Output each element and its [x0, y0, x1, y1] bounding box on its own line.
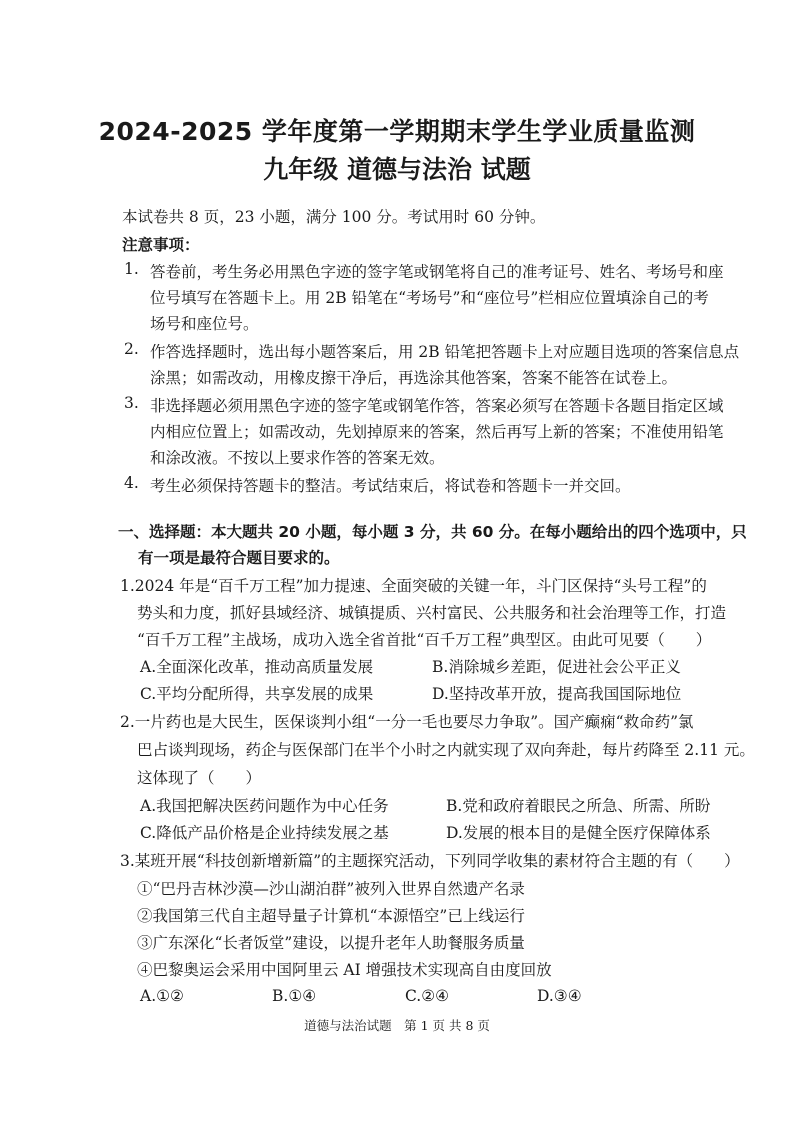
sub-item: ①“巴丹吉林沙漠—沙山湖泊群”被列入世界自然遗产名录: [137, 880, 525, 898]
page-footer: 道德与法治试题 第 1 页 共 8 页: [304, 1018, 490, 1033]
note-line: 非选择题必须用黑色字迹的签字笔或钢笔作答，答案必须写在答题卡各题目指定区域: [150, 397, 724, 415]
note-number: 4.: [124, 474, 139, 492]
sub-item: ④巴黎奥运会采用中国阿里云 AI 增强技术实现高自由度回放: [137, 961, 552, 979]
option-d: D.发展的根本目的是健全医疗保障体系: [446, 824, 711, 842]
note-line: 涂黑；如需改动，用橡皮擦干净后，再选涂其他答案，答案不能答在试卷上。: [150, 369, 678, 387]
option-d: D.③④: [537, 987, 582, 1005]
note-line: 内相应位置上；如需改动，先划掉原来的答案，然后再写上新的答案；不准使用铅笔: [150, 423, 724, 441]
option-c: C.降低产品价格是企业持续发展之基: [140, 824, 389, 842]
note-line: 场号和座位号。: [150, 315, 259, 333]
option-c: C.平均分配所得，共享发展的成果: [140, 685, 374, 703]
note-line: 作答选择题时，选出每小题答案后，用 2B 铅笔把答题卡上对应题目选项的答案信息点: [150, 343, 740, 361]
note-number: 3.: [124, 394, 139, 412]
note-number: 1.: [124, 260, 139, 278]
note-number: 2.: [124, 340, 139, 358]
exam-subtitle: 九年级 道德与法治 试题: [263, 155, 531, 184]
option-b: B.党和政府着眼民之所急、所需、所盼: [446, 797, 711, 815]
option-b: B.消除城乡差距，促进社会公平正义: [432, 658, 681, 676]
option-c: C.②④: [405, 987, 450, 1005]
section-heading: 一、选择题：本大题共 20 小题，每小题 3 分，共 60 分。在每小题给出的四个选项中，只: [118, 523, 747, 541]
sub-item: ③广东深化“长者饭堂”建设，以提升老年人助餐服务质量: [137, 934, 525, 952]
note-line: 考生必须保持答题卡的整洁。考试结束后，将试卷和答题卡一并交回。: [150, 477, 631, 495]
option-d: D.坚持改革开放，提高我国国际地位: [432, 685, 682, 703]
note-line: 答卷前，考生务必用黑色字迹的签字笔或钢笔将自己的准考证号、姓名、考场号和座: [150, 263, 724, 281]
question-stem: “百千万工程”主战场，成功入选全省首批“百千万工程”典型区。由此可见要（ ）: [137, 631, 712, 649]
intro-text: 本试卷共 8 页，23 小题，满分 100 分。考试用时 60 分钟。: [122, 208, 546, 226]
notes-heading: 注意事项：: [122, 236, 200, 254]
section-heading: 有一项是最符合题目要求的。: [138, 549, 340, 567]
note-line: 位号填写在答题卡上。用 2B 铅笔在“考场号”和“座位号”栏相应位置填涂自己的考: [150, 289, 709, 307]
option-a: A.①②: [140, 987, 184, 1005]
option-a: A.全面深化改革，推动高质量发展: [140, 658, 374, 676]
note-line: 和涂改液。不按以上要求作答的答案无效。: [150, 449, 445, 467]
question-stem: 势头和力度，抓好县域经济、城镇提质、兴村富民、公共服务和社会治理等工作，打造: [137, 604, 727, 622]
question-stem: 巴占谈判现场，药企与医保部门在半个小时之内就实现了双向奔赴，每片药降至 2.11 元。: [137, 741, 755, 759]
question-stem: 1.2024 年是“百千万工程”加力提速、全面突破的关键一年，斗门区保持“头号工程”的: [120, 577, 707, 595]
sub-item: ②我国第三代自主超导量子计算机“本源悟空”已上线运行: [137, 907, 525, 925]
option-b: B.①④: [272, 987, 317, 1005]
question-stem: 3.某班开展“科技创新增新篇”的主题探究活动，下列同学收集的素材符合主题的有（ ）: [120, 852, 740, 870]
exam-title: 2024-2025 学年度第一学期期末学生学业质量监测: [98, 117, 696, 146]
question-stem: 2.一片药也是大民生，医保谈判小组“一分一毛也要尽力争取”。国产癫痫“救命药”氯: [120, 713, 694, 731]
option-a: A.我国把解决医药问题作为中心任务: [140, 797, 389, 815]
question-stem: 这体现了（ ）: [137, 769, 262, 787]
